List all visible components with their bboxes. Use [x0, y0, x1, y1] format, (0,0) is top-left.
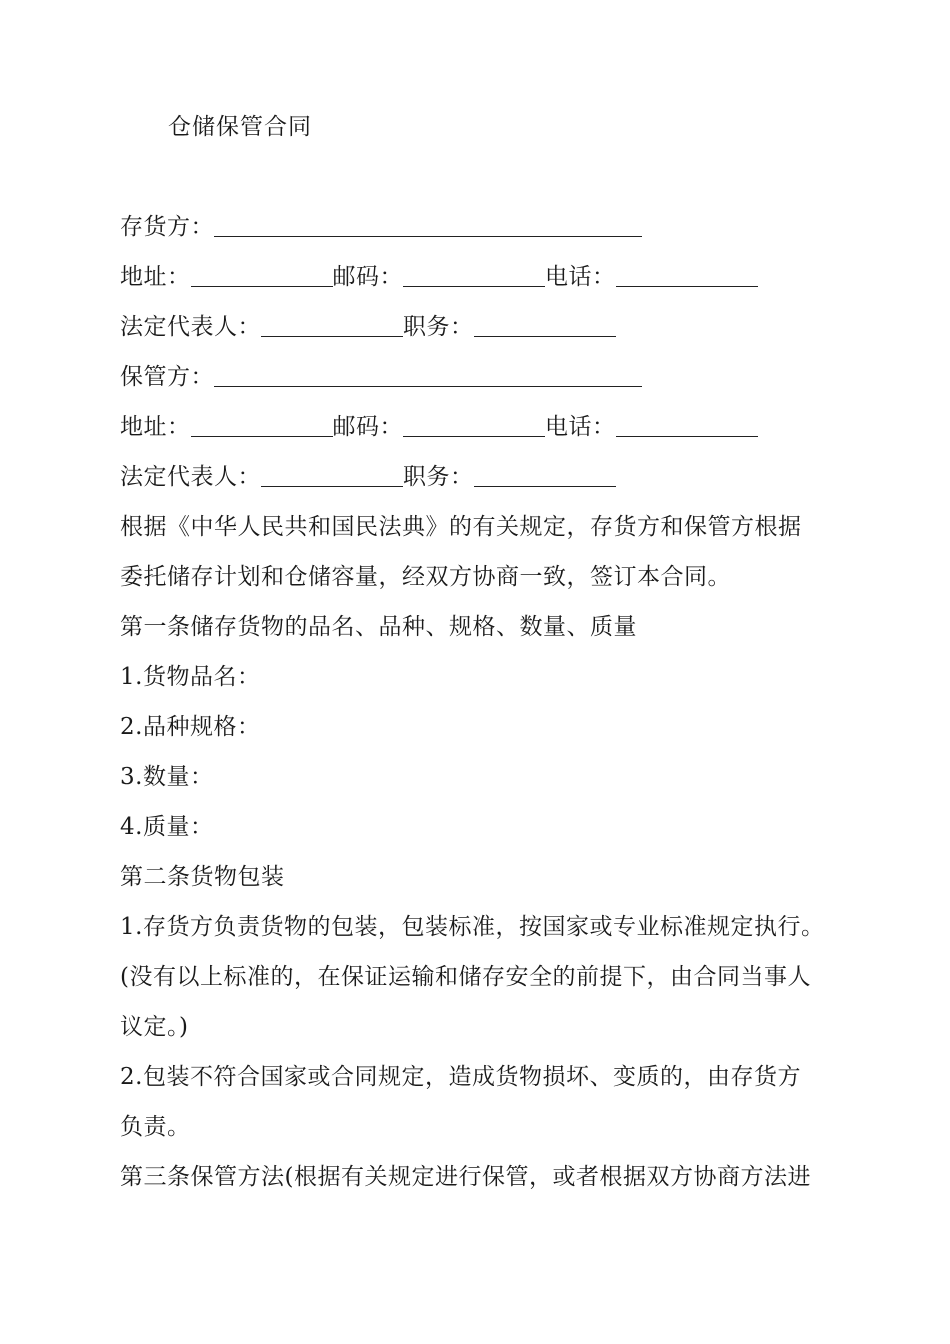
depositor-phone-blank — [616, 264, 758, 287]
document-title: 仓储保管合同 — [168, 114, 312, 140]
packaging-clause-2-end: 负责。 — [120, 1114, 191, 1140]
custodian-rep-label: 法定代表人： — [120, 464, 261, 490]
goods-quantity-item: 3.数量： — [120, 764, 214, 790]
depositor-rep-blank — [261, 314, 403, 337]
article-3-heading: 第三条保管方法(根据有关规定进行保管，或者根据双方协商方法进 — [120, 1164, 811, 1190]
packaging-clause-1-cont: (没有以上标准的，在保证运输和储存安全的前提下，由合同当事人 — [120, 964, 811, 990]
custodian-phone-blank — [616, 414, 758, 437]
goods-spec-item: 2.品种规格： — [120, 714, 261, 740]
custodian-phone-label: 电话： — [545, 414, 616, 440]
depositor-position-blank — [474, 314, 616, 337]
packaging-clause-1: 1.存货方负责货物的包装，包装标准，按国家或专业标准规定执行。 — [120, 914, 825, 940]
article-1-heading: 第一条储存货物的品名、品种、规格、数量、质量 — [120, 614, 637, 640]
preamble-line-1: 根据《中华人民共和国民法典》的有关规定，存货方和保管方根据 — [120, 514, 802, 540]
custodian-rep-line — [120, 461, 616, 493]
custodian-name-blank — [214, 364, 642, 387]
custodian-address-blank — [191, 414, 333, 437]
depositor-line — [120, 211, 642, 243]
custodian-address-line — [120, 411, 758, 443]
custodian-postcode-label: 邮码： — [332, 414, 403, 440]
depositor-rep-label: 法定代表人： — [120, 314, 261, 340]
goods-quality-item: 4.质量： — [120, 814, 214, 840]
custodian-label: 保管方： — [120, 364, 214, 390]
depositor-address-line — [120, 261, 758, 293]
custodian-position-label: 职务： — [403, 464, 474, 490]
preamble-line-2: 委托储存计划和仓储容量，经双方协商一致，签订本合同。 — [120, 564, 731, 590]
custodian-postcode-blank — [403, 414, 545, 437]
goods-name-item: 1.货物品名： — [120, 664, 261, 690]
depositor-label: 存货方： — [120, 214, 214, 240]
depositor-position-label: 职务： — [403, 314, 474, 340]
packaging-clause-2: 2.包装不符合国家或合同规定，造成货物损坏、变质的，由存货方 — [120, 1064, 801, 1090]
depositor-rep-line — [120, 311, 616, 343]
depositor-name-blank — [214, 214, 642, 237]
custodian-address-label: 地址： — [120, 414, 191, 440]
custodian-position-blank — [474, 464, 616, 487]
custodian-rep-blank — [261, 464, 403, 487]
article-2-heading: 第二条货物包装 — [120, 864, 285, 890]
depositor-postcode-label: 邮码： — [332, 264, 403, 290]
depositor-address-blank — [191, 264, 333, 287]
depositor-phone-label: 电话： — [545, 264, 616, 290]
packaging-clause-1-end: 议定。) — [120, 1014, 189, 1040]
depositor-postcode-blank — [403, 264, 545, 287]
custodian-line — [120, 361, 642, 393]
depositor-address-label: 地址： — [120, 264, 191, 290]
